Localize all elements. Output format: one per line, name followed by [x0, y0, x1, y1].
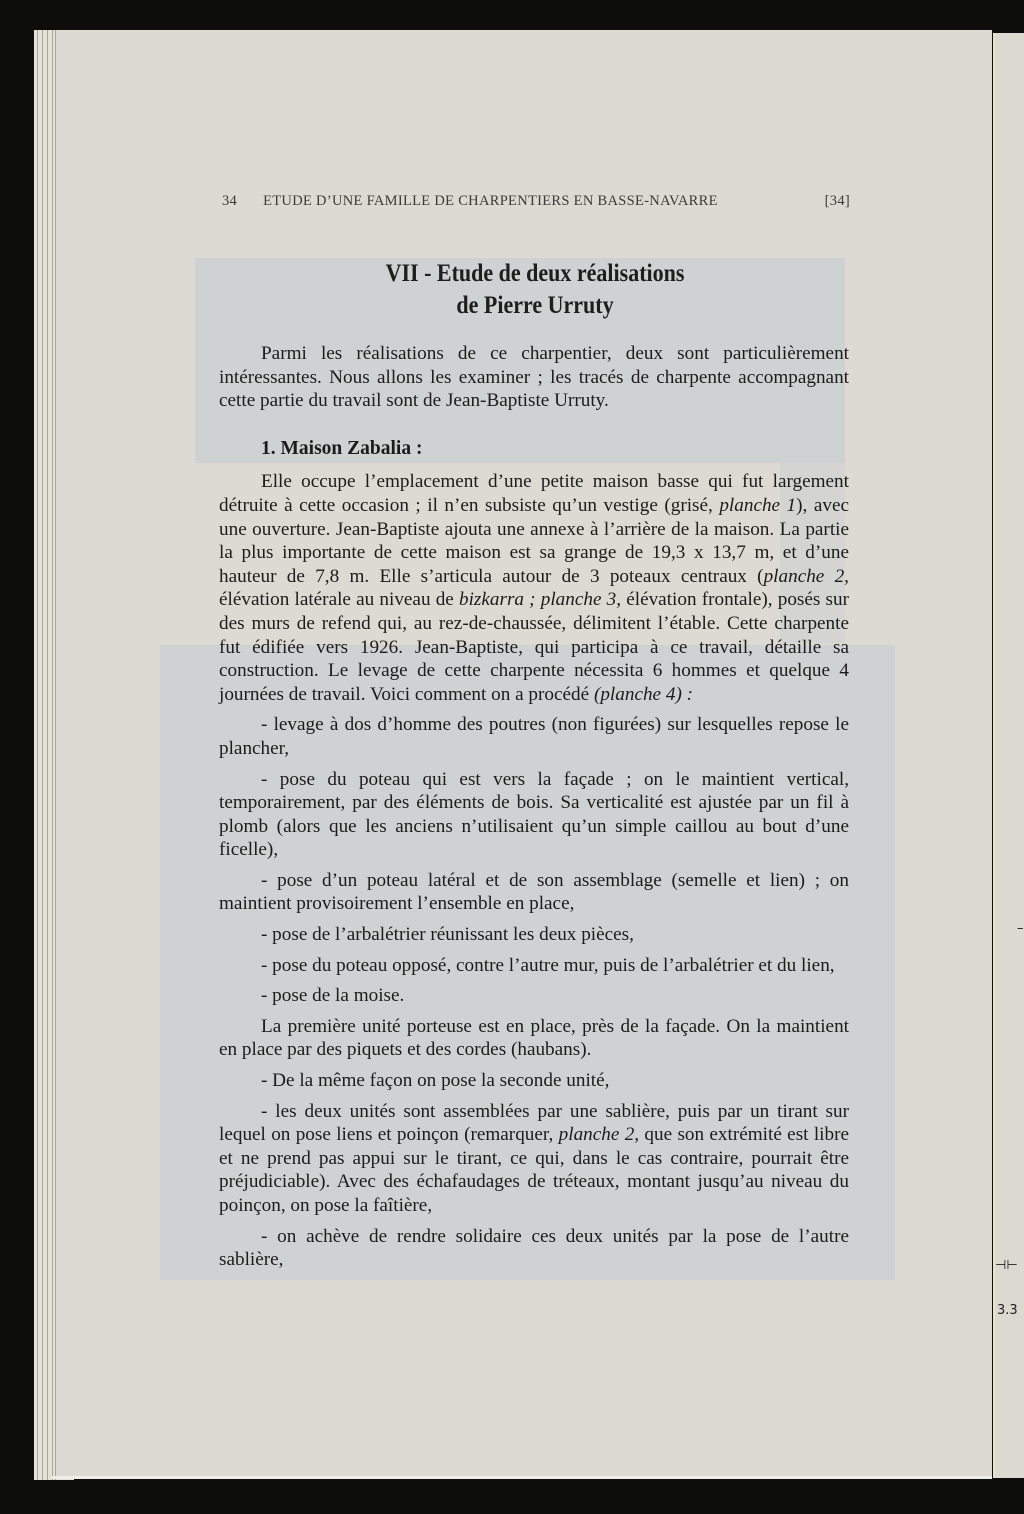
text-run: élévation frontale), posés sur des murs de refend qui, au rez-de-chaussée, délimitent l’étable. Cette charpente fut édifiée vers 1926. Jean-Baptiste, qui participa à ce travail, détaille sa construction. Le levage de cette charpente nécessita 6 hommes et quelque 4 journées de travail. Voici comment on a procédé — [219, 589, 849, 705]
list-item: - levage à dos d’homme des poutres (non figurées) sur lesquelles repose le plancher, — [219, 714, 849, 759]
italic-reference: planche 2, — [558, 1124, 640, 1146]
body-text — [219, 342, 849, 1272]
running-title: ETUDE D’UNE FAMILLE DE CHARPENTIERS EN BASSE-NAVARRE — [263, 193, 718, 209]
chapter-title-line: de Pierre Urruty — [456, 292, 614, 319]
italic-reference: bizkarra ; planche 3, — [458, 589, 622, 611]
bracket-page-number: [34] — [824, 193, 850, 209]
text-run: - les deux unités sont assemblées par une sablière, puis par un tirant sur lequel on pose liens et poinçon (remarquer, — [219, 1100, 849, 1146]
list-item: - De la même façon on pose la seconde unité, — [261, 1070, 610, 1092]
list-item: - on achève de rendre solidaire ces deux unités par la pose de l’autre sablière, — [219, 1225, 849, 1271]
drawing-tick-mark: – — [1017, 921, 1024, 936]
list-item — [219, 1100, 849, 1218]
italic-reference: planche 2, — [763, 565, 849, 587]
page-edge-line — [47, 30, 48, 1480]
list-item: - pose d’un poteau latéral et de son assemblage (semelle et lien) ; on maintient provisoirement l’ensemble en place, — [219, 869, 849, 915]
italic-reference: planche 1 — [719, 494, 797, 516]
chapter-title-line: VII - Etude de deux réalisations — [385, 260, 685, 287]
list-item: - pose de l’arbalétrier réunissant les deux pièces, — [261, 924, 634, 946]
running-head — [222, 193, 850, 210]
text-run: élévation latérale au niveau de — [219, 589, 459, 611]
chapter-title — [260, 258, 811, 322]
list-item: - pose de la moise. — [261, 985, 405, 1007]
text-run: ), avec une ouverture. Jean-Baptiste ajouta une annexe à l’arrière de la maison. La partie la plus importante de cette maison est sa grange de 19,3 x 13,7 m, et d’une hauteur de 7,8 m. Elle s’articula autour de 3 poteaux centraux ( — [219, 494, 849, 587]
list-item: - pose du poteau qui est vers la façade ; on le maintient vertical, temporairement, par des éléments de bois. Sa verticalité est ajustée par un fil à plomb (alors que les anciens n’utilisaient qu’un simple caillou au bout d’une ficelle), — [219, 768, 849, 861]
page-bottom-edge — [52, 1476, 992, 1479]
intro-paragraph: Parmi les réalisations de ce charpentier, deux sont particulièrement intéressantes. Nous allons les examiner ; les tracés de charpente accompagnant cette partie du travail sont de Jean-Baptiste Urruty. — [219, 343, 849, 412]
list-item: - pose du poteau opposé, contre l’autre mur, puis de l’arbalétrier et du lien, — [261, 954, 835, 976]
page-edge-line — [42, 30, 43, 1480]
paragraph — [219, 470, 849, 706]
page-edge-line — [52, 30, 53, 1480]
page-number: 34 — [222, 193, 238, 209]
text-run: Elle occupe l’emplacement d’une petite maison basse qui fut largement détruite à cette occasion ; il n’en subsiste qu’un vestige (grisé, — [219, 471, 849, 516]
section-heading: 1. Maison Zabalia : — [261, 437, 423, 459]
adjacent-page-dimension: 3.3 — [997, 1303, 1018, 1318]
italic-reference: (planche 4) : — [593, 683, 694, 705]
adjacent-page — [993, 33, 1024, 1478]
drawing-break-mark: ⊣⊢ — [995, 1258, 1018, 1273]
text-run: que son extrémité est libre et ne prend pas appui sur le tirant, ce qui, dans le cas contraire, pourrait être préjudiciable). Avec des échafaudages de tréteaux, montant jusqu’au niveau du poinçon, on pose la faîtière, — [219, 1124, 849, 1216]
paragraph: La première unité porteuse est en place, près de la façade. On la maintient en place par des piquets et des cordes (haubans). — [219, 1015, 849, 1061]
page-edge-line — [37, 30, 38, 1480]
